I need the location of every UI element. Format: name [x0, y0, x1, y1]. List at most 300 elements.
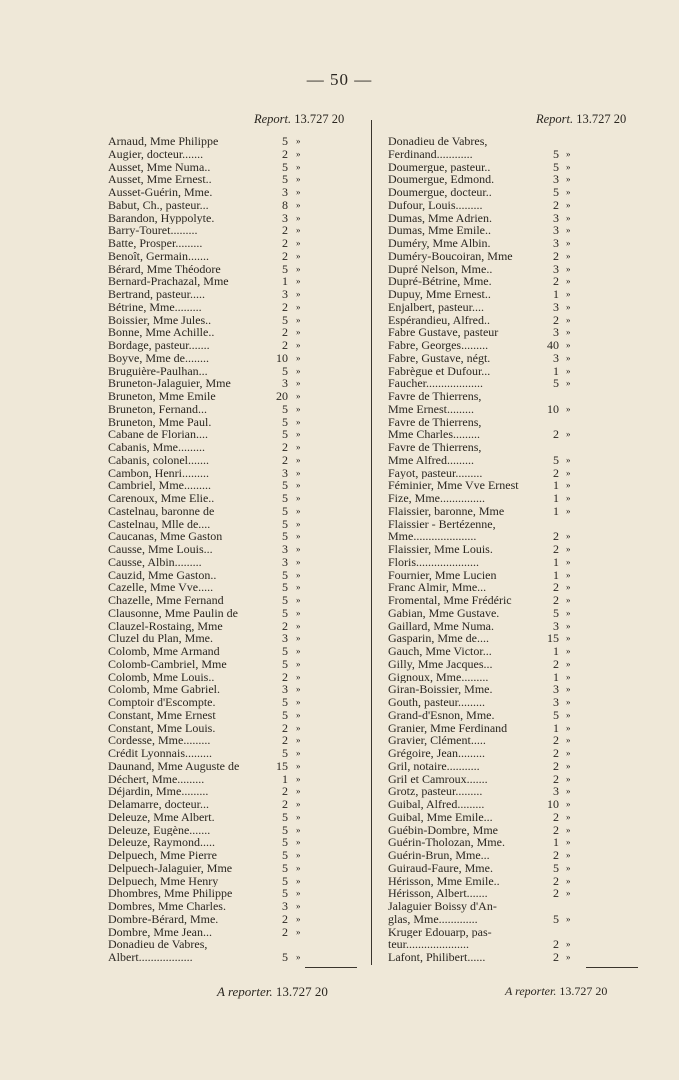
subscription-amount: 3: [282, 210, 288, 225]
subscription-amount: 3: [282, 554, 288, 569]
amount-fraction: »: [566, 212, 571, 223]
subscription-amount: 2: [282, 797, 288, 811]
list-item: [388, 926, 648, 939]
subscription-amount: 2: [553, 274, 559, 289]
subscription-amount: 5: [282, 886, 288, 901]
subscriber-name: Doumergue, pasteur..: [388, 160, 491, 174]
list-item: [108, 926, 358, 939]
subscriber-name: Donadieu de Vabres,: [388, 135, 488, 148]
list-item: [388, 275, 648, 288]
list-item: [108, 620, 358, 633]
subscriber-name: Gilly, Mme Jacques...: [388, 657, 493, 671]
subscriber-name: Féminier, Mme Vve Ernest: [388, 479, 519, 492]
subscription-amount: 5: [282, 860, 288, 875]
subscription-amount: 1: [553, 835, 559, 850]
amount-fraction: »: [296, 493, 301, 503]
list-item: [388, 224, 648, 237]
list-item: [108, 658, 358, 671]
subscriber-name: Mme.....................: [388, 530, 477, 543]
subscription-amount: 1: [553, 720, 559, 735]
subscription-amount: 20: [276, 389, 288, 403]
subscriber-name: Mme Charles.........: [388, 428, 480, 441]
amount-fraction: »: [566, 748, 571, 758]
subscription-amount: 2: [553, 886, 559, 901]
list-item: [108, 760, 358, 773]
amount-fraction: »: [296, 799, 301, 809]
list-item: [388, 556, 648, 569]
list-item: [108, 505, 358, 518]
list-item: [388, 199, 648, 212]
amount-fraction: »: [296, 735, 301, 746]
amount-fraction: »: [296, 352, 301, 363]
subscriber-name: Donadieu de Vabres,: [108, 938, 208, 951]
list-item: [388, 416, 648, 429]
amount-fraction: »: [566, 365, 571, 376]
amount-fraction: »: [566, 658, 571, 669]
subscription-amount: 10: [547, 797, 559, 811]
amount-fraction: »: [566, 595, 571, 605]
subscription-amount: 2: [282, 236, 288, 250]
subscription-amount: 2: [553, 427, 559, 442]
subscriber-name: Carenoux, Mme Elie..: [108, 492, 215, 505]
subscriber-name: Fabre Gustave, pasteur: [388, 326, 499, 339]
subscription-amount: 3: [282, 465, 288, 480]
subscriber-name: Bruguière-Paulhan...: [108, 364, 208, 378]
amount-fraction: »: [296, 722, 301, 733]
list-item: [388, 428, 648, 441]
list-item: [388, 569, 648, 582]
amount-fraction: »: [566, 480, 571, 491]
subscription-amount: 1: [282, 771, 288, 786]
subscriber-name: Batte, Prosper.........: [108, 237, 203, 250]
subscriber-name: Albert..................: [108, 951, 193, 964]
list-item: [108, 938, 358, 951]
subscription-amount: 40: [547, 338, 559, 352]
subscription-amount: 2: [282, 720, 288, 735]
subscription-amount: 2: [282, 669, 288, 684]
amount-fraction: »: [296, 378, 301, 389]
list-item: [388, 339, 648, 352]
subscriber-name: Dombres, Mme Charles.: [108, 900, 226, 913]
subscriber-name: Augier, docteur.......: [108, 147, 204, 161]
list-item: [388, 467, 648, 480]
list-item: [388, 186, 648, 199]
subscription-amount: 5: [282, 172, 288, 187]
subscription-amount: 5: [282, 593, 288, 607]
list-item: [108, 824, 358, 837]
subscription-amount: 5: [553, 605, 559, 620]
amount-fraction: »: [296, 875, 301, 886]
subscriber-name: Comptoir d'Escompte.: [108, 696, 216, 709]
subscriber-name: Doumergue, Edmond.: [388, 173, 495, 186]
total-rule-right: [586, 967, 638, 968]
subscriber-name: Bordage, pasteur.......: [108, 339, 210, 352]
amount-fraction: »: [566, 684, 571, 695]
amount-fraction: »: [296, 340, 301, 350]
list-item: [388, 237, 648, 250]
amount-fraction: »: [296, 646, 301, 656]
amount-fraction: »: [566, 620, 571, 631]
amount-fraction: »: [296, 505, 301, 516]
subscriber-name: Crédit Lyonnais.........: [108, 747, 212, 760]
amount-fraction: »: [296, 301, 301, 312]
list-item: [388, 632, 648, 645]
amount-fraction: »: [296, 850, 301, 860]
subscriber-name: Fournier, Mme Lucien: [388, 568, 497, 582]
list-item: [108, 301, 358, 314]
amount-fraction: »: [566, 199, 571, 210]
amount-fraction: »: [566, 327, 571, 338]
subscriber-name: Delpuech, Mme Pierre: [108, 849, 217, 862]
subscription-amount: 2: [282, 733, 288, 748]
amount-fraction: »: [566, 913, 571, 924]
list-item: [108, 569, 358, 582]
subscription-amount: 5: [282, 491, 288, 505]
amount-fraction: »: [296, 697, 301, 707]
subscription-amount: 2: [553, 771, 559, 786]
carry-forward-right: [505, 984, 607, 999]
amount-fraction: »: [566, 862, 571, 873]
subscription-amount: 5: [282, 644, 288, 658]
subscription-amount: 5: [282, 707, 288, 722]
subscriber-name: Doumergue, docteur..: [388, 186, 492, 199]
subscriber-name: Espérandieu, Alfred..: [388, 313, 490, 327]
list-item: [388, 836, 648, 849]
amount-fraction: »: [566, 569, 571, 580]
subscriber-name: Flaissier, Mme Louis.: [388, 543, 493, 556]
list-item: [388, 683, 648, 696]
subscription-amount: 5: [282, 656, 288, 671]
subscriber-name: Bétrine, Mme.........: [108, 300, 202, 314]
list-item: [388, 454, 648, 467]
subscriber-name: Colomb, Mme Armand: [108, 645, 220, 658]
subscription-amount: 5: [282, 312, 288, 327]
subscriber-name: Favre de Thierrens,: [388, 441, 482, 454]
list-item: [108, 148, 358, 161]
subscription-amount: 2: [553, 593, 559, 607]
amount-fraction: »: [296, 569, 301, 580]
subscription-amount: 2: [282, 440, 288, 454]
list-item: [388, 798, 648, 811]
subscription-amount: 3: [553, 172, 559, 187]
list-item: [108, 811, 358, 824]
subscription-amount: 2: [282, 299, 288, 314]
list-item: [108, 403, 358, 416]
subscription-amount: 3: [282, 542, 288, 556]
subscriber-name: Duméry-Boucoiran, Mme: [388, 249, 513, 263]
subscriber-name: Dupré-Bétrine, Mme.: [388, 275, 492, 288]
subscriber-name: Deleuze, Mme Albert.: [108, 810, 215, 824]
subscription-amount: 2: [282, 452, 288, 467]
amount-fraction: »: [296, 633, 301, 644]
list-item: [388, 173, 648, 186]
subscriber-name: Dupuy, Mme Ernest..: [388, 288, 491, 301]
amount-fraction: »: [296, 888, 301, 899]
amount-fraction: »: [296, 862, 301, 873]
subscriber-name: Boyve, Mme de........: [108, 351, 209, 365]
amount-fraction: »: [566, 174, 571, 185]
subscriber-name: Daunand, Mme Auguste de: [108, 759, 240, 773]
subscription-amount: 1: [553, 478, 559, 493]
list-item: [388, 887, 648, 900]
list-item: [388, 811, 648, 824]
subscriber-name: Deleuze, Eugène.......: [108, 823, 211, 837]
subscriber-name: Colomb, Mme Louis..: [108, 670, 215, 684]
amount-fraction: »: [566, 314, 571, 325]
subscription-amount: 1: [553, 567, 559, 582]
subscriber-name: Cambon, Henri.........: [108, 466, 209, 480]
subscriber-name: Benoît, Germain.......: [108, 249, 209, 263]
subscriber-name: Cambriel, Mme.........: [108, 479, 211, 492]
subscription-amount: 2: [553, 873, 559, 888]
list-item: [108, 722, 358, 735]
subscription-amount: 5: [282, 746, 288, 760]
list-item: [388, 365, 648, 378]
amount-fraction: »: [566, 544, 571, 554]
subscriber-name: Delamarre, docteur...: [108, 798, 209, 811]
subscription-amount: 5: [282, 873, 288, 888]
amount-fraction: »: [296, 786, 301, 797]
amount-fraction: »: [296, 556, 301, 567]
amount-fraction: »: [296, 671, 301, 682]
subscriber-name: Guiraud-Faure, Mme.: [388, 861, 493, 875]
subscription-amount: 2: [282, 248, 288, 263]
list-item: [388, 620, 648, 633]
list-item: [388, 492, 648, 505]
amount-fraction: »: [296, 454, 301, 465]
amount-fraction: »: [566, 225, 571, 236]
amount-fraction: »: [566, 735, 571, 746]
subscriber-name: Babut, Ch., pasteur...: [108, 198, 209, 212]
list-item: [108, 212, 358, 225]
subscriber-name: Clausonne, Mme Paulin de: [108, 606, 238, 620]
subscription-amount: 5: [282, 809, 288, 824]
subscriber-name: Constant, Mme Louis.: [108, 721, 216, 735]
amount-fraction: »: [566, 633, 571, 644]
subscriber-name: Delpuech, Mme Henry: [108, 874, 219, 888]
subscriber-name: Dombre-Bérard, Mme.: [108, 912, 219, 926]
amount-fraction: »: [566, 939, 571, 950]
carry-right-amount: 13.727 20: [559, 984, 608, 998]
subscription-amount: 1: [553, 503, 559, 518]
subscriber-name: Bruneton, Mme Paul.: [108, 415, 212, 429]
subscriber-name: Bruneton-Jalaguier, Mme: [108, 377, 231, 390]
amount-fraction: »: [296, 544, 301, 554]
amount-fraction: »: [566, 289, 571, 299]
subscription-amount: 5: [282, 414, 288, 429]
list-item: [108, 785, 358, 798]
subscription-amount: 5: [553, 159, 559, 174]
amount-fraction: »: [296, 824, 301, 835]
subscription-amount: 2: [553, 950, 559, 964]
subscription-amount: 2: [553, 529, 559, 544]
list-item: [388, 607, 648, 620]
amount-fraction: »: [296, 595, 301, 605]
subscription-amount: 5: [553, 146, 559, 161]
subscriber-name: Franc Almir, Mme...: [388, 581, 487, 594]
list-item: [388, 913, 648, 926]
subscriber-name: teur.....................: [388, 938, 469, 951]
subscriber-name: Bernard-Prachazal, Mme: [108, 275, 229, 288]
subscription-amount: 5: [553, 911, 559, 926]
subscriber-name: Cabanis, colonel.......: [108, 453, 209, 467]
subscriber-name: Fabrègue et Dufour...: [388, 364, 491, 378]
amount-fraction: »: [566, 646, 571, 656]
subscriber-name: Ausset, Mme Numa..: [108, 160, 211, 174]
amount-fraction: »: [566, 786, 571, 797]
subscription-amount: 5: [282, 159, 288, 174]
subscriber-name: Lafont, Philibert......: [388, 951, 486, 964]
subscription-amount: 5: [282, 427, 288, 442]
carry-forward-left: [217, 984, 328, 1000]
amount-fraction: »: [296, 467, 301, 478]
subscriber-name: Boissier, Mme Jules..: [108, 313, 212, 327]
amount-fraction: »: [566, 250, 571, 261]
subscriber-name: Bonne, Mme Achille..: [108, 326, 215, 339]
list-item: [388, 212, 648, 225]
amount-fraction: »: [566, 556, 571, 567]
list-item: [108, 314, 358, 327]
amount-fraction: »: [296, 276, 301, 287]
subscription-amount: 2: [553, 848, 559, 862]
subscription-amount: 5: [282, 261, 288, 276]
subscriber-name: Grégoire, Jean.........: [388, 747, 485, 760]
subscription-amount: 3: [282, 376, 288, 391]
list-item: [388, 250, 648, 263]
subscriber-name: Ausset, Mme Ernest..: [108, 173, 212, 186]
list-item: [388, 390, 648, 403]
subscriber-name: Bruneton, Fernand...: [108, 402, 207, 416]
subscriber-name: Favre de Thierrens,: [388, 415, 482, 429]
subscription-amount: 2: [553, 758, 559, 773]
amount-fraction: »: [296, 161, 301, 172]
subscriber-name: Fabre, Georges.........: [388, 339, 489, 352]
subscriber-name: Grotz, pasteur.........: [388, 785, 483, 798]
amount-fraction: »: [296, 748, 301, 758]
subscriber-name: Enjalbert, pasteur....: [388, 300, 484, 314]
subscription-amount: 2: [553, 197, 559, 212]
amount-fraction: »: [296, 952, 301, 962]
list-item: [388, 875, 648, 888]
subscriber-name: Castelnau, baronne de: [108, 504, 215, 518]
report-left-label: Report.: [254, 112, 292, 126]
list-item: [108, 390, 358, 403]
subscriber-name: Flaissier, baronne, Mme: [388, 504, 505, 518]
subscriber-name: Causse, Albin.........: [108, 555, 202, 569]
subscriber-name: Fayot, pasteur.........: [388, 466, 483, 480]
subscription-amount: 2: [553, 822, 559, 837]
subscription-amount: 2: [282, 146, 288, 161]
list-item: [108, 849, 358, 862]
page-number: — 50 —: [306, 70, 373, 89]
list-item: [108, 173, 358, 186]
subscriber-name: Ausset-Guérin, Mme.: [108, 186, 213, 199]
subscriber-name: Cauzid, Mme Gaston..: [108, 568, 217, 582]
subscription-amount: 3: [553, 350, 559, 365]
subscriber-name: Gignoux, Mme.........: [388, 670, 489, 684]
subscription-amount: 3: [553, 236, 559, 250]
list-item: [388, 301, 648, 314]
subscriber-name: Barandon, Hyppolyte.: [108, 211, 215, 225]
list-item: [388, 747, 648, 760]
subscriber-name: Arnaud, Mme Philippe: [108, 135, 219, 148]
list-item: [388, 479, 648, 492]
list-item: [108, 339, 358, 352]
subscriber-name: Bruneton, Mme Emile: [108, 390, 216, 403]
subscription-amount: 5: [282, 478, 288, 493]
subscriber-name: Granier, Mme Ferdinand: [388, 721, 508, 735]
subscriber-name: Giran-Boissier, Mme.: [388, 683, 493, 696]
subscriber-name: Dufour, Louis.........: [388, 198, 483, 212]
subscriber-name: Castelnau, Mlle de....: [108, 517, 211, 531]
amount-fraction: »: [566, 238, 571, 248]
report-right: [536, 112, 626, 127]
list-item: [108, 135, 358, 148]
list-item: [388, 530, 648, 543]
subscription-amount: 2: [282, 223, 288, 238]
amount-fraction: »: [566, 824, 571, 835]
list-item: [108, 734, 358, 747]
list-item: [108, 671, 358, 684]
list-item: [388, 148, 648, 161]
list-item: [108, 454, 358, 467]
amount-fraction: »: [296, 709, 301, 720]
subscriber-name: Dumas, Mme Adrien.: [388, 211, 492, 225]
subscription-amount: 5: [282, 580, 288, 595]
amount-fraction: »: [296, 607, 301, 618]
amount-fraction: »: [566, 352, 571, 363]
list-item: [108, 377, 358, 390]
subscriber-name: Cabanis, Mme.........: [108, 441, 205, 454]
subscription-amount: 1: [553, 363, 559, 378]
subscriber-name: Colomb, Mme Gabriel.: [108, 683, 220, 696]
amount-fraction: »: [566, 161, 571, 172]
amount-fraction: »: [296, 531, 301, 542]
amount-fraction: »: [296, 901, 301, 911]
subscription-amount: 2: [553, 542, 559, 556]
subscriber-name: Causse, Mme Louis...: [108, 543, 213, 556]
subscriber-name: Faucher...................: [388, 377, 483, 390]
subscriber-name: Clauzel-Rostaing, Mme: [108, 619, 223, 633]
column-divider: [371, 120, 372, 965]
subscriber-name: Gaillard, Mme Numa.: [388, 619, 494, 633]
subscription-amount: 2: [553, 656, 559, 671]
amount-fraction: »: [296, 403, 301, 414]
subscriber-name: Grand-d'Esnon, Mme.: [388, 708, 495, 722]
list-item: [108, 543, 358, 556]
subscription-amount: 2: [553, 746, 559, 760]
subscription-amount: 3: [553, 682, 559, 697]
report-left-amount: 13.727 20: [294, 112, 345, 126]
list-item: [108, 428, 358, 441]
subscriber-name: Dumas, Mme Emile..: [388, 224, 491, 237]
list-item: [108, 632, 358, 645]
subscriber-name: Guibal, Mme Emile...: [388, 810, 493, 824]
list-item: [388, 785, 648, 798]
amount-fraction: »: [296, 174, 301, 185]
subscriber-name: Floris.....................: [388, 555, 480, 569]
subscription-amount: 2: [553, 465, 559, 480]
list-item: [108, 467, 358, 480]
list-item: [388, 135, 648, 148]
subscription-amount: 2: [553, 248, 559, 263]
amount-fraction: »: [566, 850, 571, 860]
subscriber-name: Cazelle, Mme Vve.....: [108, 581, 214, 594]
subscription-amount: 3: [282, 899, 288, 913]
amount-fraction: »: [296, 199, 301, 210]
amount-fraction: »: [296, 429, 301, 440]
amount-fraction: »: [566, 301, 571, 312]
